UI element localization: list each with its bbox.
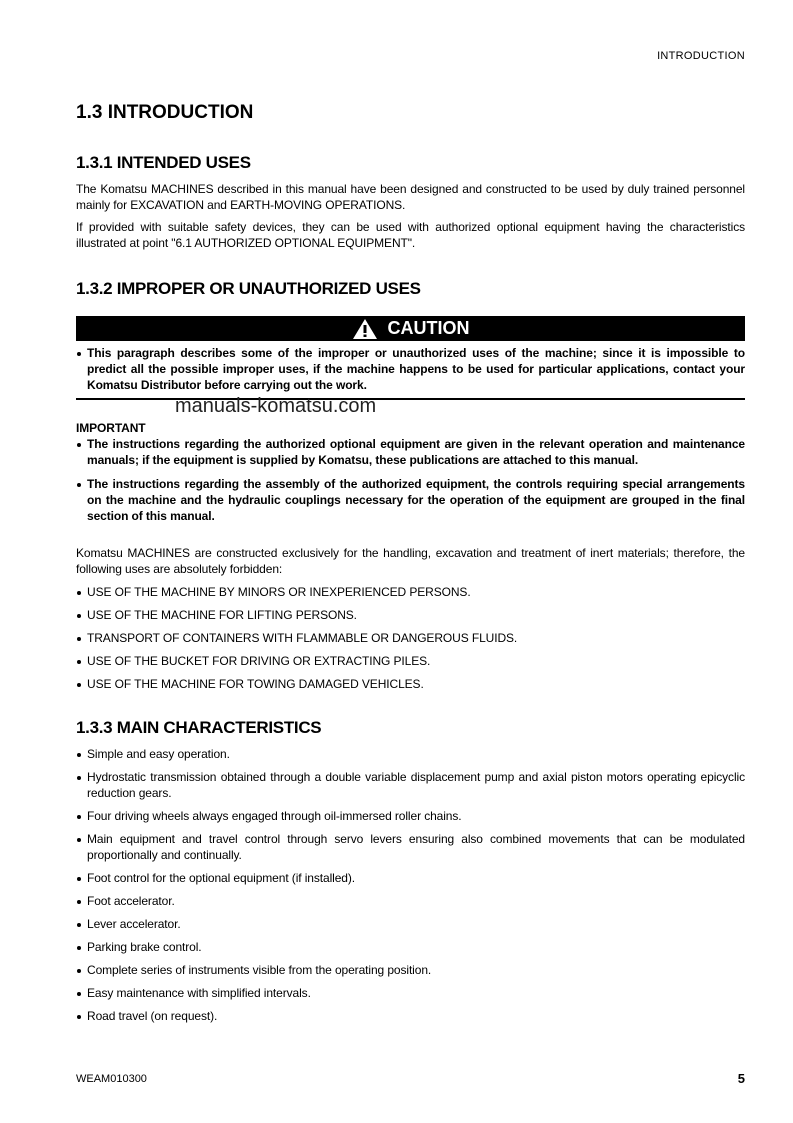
subsection-title-intended-uses: 1.3.1 INTENDED USES (76, 153, 251, 172)
caution-label: CAUTION (387, 318, 470, 338)
characteristic-item: Main equipment and travel control through servo levers ensuring also combined movements that can be modulated proportionally and continually. (76, 831, 745, 863)
important-item: The instructions regarding the authorized optional equipment are given in the relevant operation and maintenance manuals; if the equipment is supplied by Komatsu, these publications are attached to this manual. (76, 436, 745, 468)
characteristic-item: Road travel (on request). (76, 1008, 745, 1024)
subsection-title-improper-uses: 1.3.2 IMPROPER OR UNAUTHORIZED USES (76, 279, 421, 298)
section-title: 1.3 INTRODUCTION (76, 102, 254, 123)
caution-text: This paragraph describes some of the improper or unauthorized uses of the machine; since it is impossible to predict all the possible improper uses, if the machine happens to be used for particular applications, contact your Komatsu Distributor before carrying out the work. (76, 345, 745, 393)
characteristic-item: Foot control for the optional equipment (if installed). (76, 870, 745, 886)
characteristic-item: Lever accelerator. (76, 916, 745, 932)
characteristic-item: Complete series of instruments visible from the operating position. (76, 962, 745, 978)
caution-banner (76, 316, 745, 341)
important-item: The instructions regarding the assembly of the authorized equipment, the controls requiring special arrangements on the machine and the hydraulic couplings necessary for the operation of the equipment are grouped in the final section of this manual. (76, 476, 745, 524)
forbidden-item: USE OF THE BUCKET FOR DRIVING OR EXTRACTING PILES. (76, 653, 745, 669)
characteristic-item: Foot accelerator. (76, 893, 745, 909)
important-label: IMPORTANT (76, 421, 146, 435)
page-number: 5 (737, 1071, 745, 1086)
paragraph: If provided with suitable safety devices, they can be used with authorized optional equipment having the characteristics illustrated at point "6.1 AUTHORIZED OPTIONAL EQUIPMENT". (76, 220, 745, 250)
characteristic-item: Parking brake control. (76, 939, 745, 955)
paragraph: The Komatsu MACHINES described in this manual have been designed and constructed to be used by duly trained personnel mainly for EXCAVATION and EARTH-MOVING OPERATIONS. (76, 182, 745, 212)
characteristic-item: Four driving wheels always engaged through oil-immersed roller chains. (76, 808, 745, 824)
forbidden-item: USE OF THE MACHINE BY MINORS OR INEXPERIENCED PERSONS. (76, 584, 745, 600)
characteristic-item: Easy maintenance with simplified intervals. (76, 985, 745, 1001)
characteristic-item: Simple and easy operation. (76, 746, 745, 762)
forbidden-item: USE OF THE MACHINE FOR LIFTING PERSONS. (76, 607, 745, 623)
forbidden-item: USE OF THE MACHINE FOR TOWING DAMAGED VEHICLES. (76, 676, 745, 692)
characteristic-item: Hydrostatic transmission obtained through a double variable displacement pump and axial piston motors operating epicyclic reduction gears. (76, 769, 745, 801)
watermark: manuals-komatsu.com (175, 395, 377, 417)
subsection-title-main-characteristics: 1.3.3 MAIN CHARACTERISTICS (76, 718, 322, 737)
running-header: INTRODUCTION (657, 50, 745, 62)
forbidden-item: TRANSPORT OF CONTAINERS WITH FLAMMABLE OR DANGEROUS FLUIDS. (76, 630, 745, 646)
paragraph: Komatsu MACHINES are constructed exclusively for the handling, excavation and treatment of inert materials; therefore, the following uses are absolutely forbidden: (76, 546, 745, 576)
document-code: WEAM010300 (76, 1073, 147, 1085)
warning-icon (352, 318, 378, 340)
